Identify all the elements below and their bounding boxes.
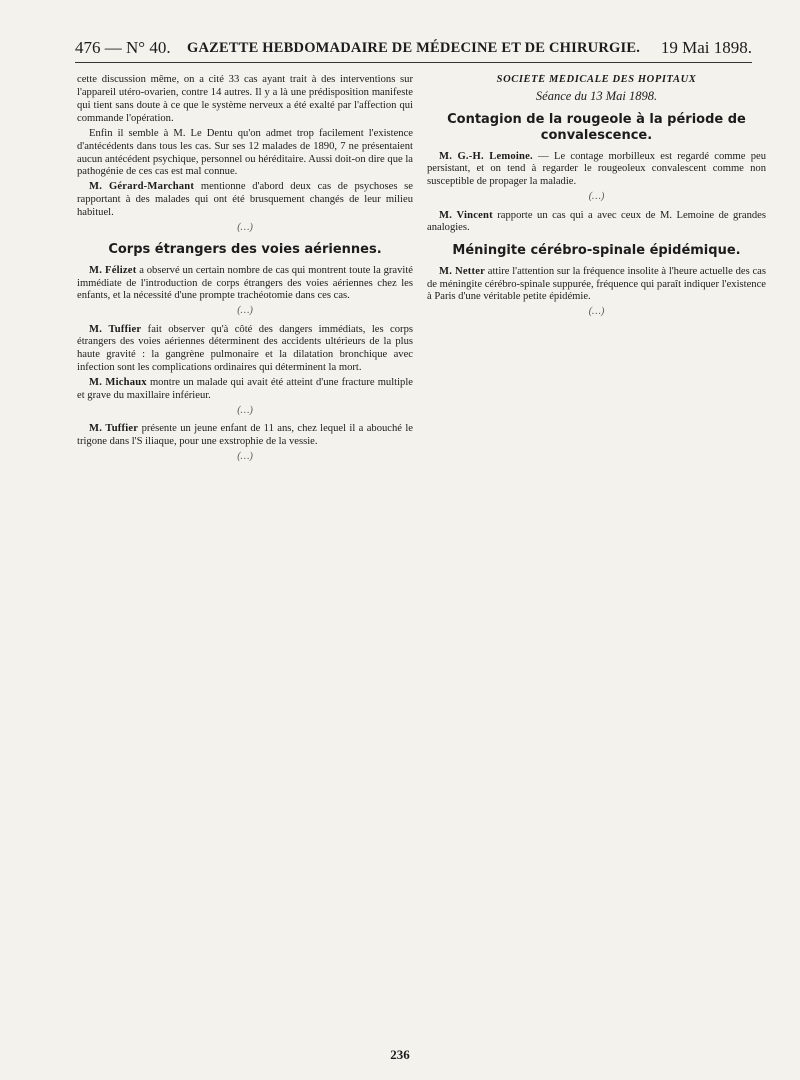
omitted-marker: (…) <box>588 191 605 203</box>
paragraph-text: mentionne d'abord deux cas de psychoses se rapportant à des malades qui ont été brusquement changés de leur milieu habituel. <box>77 181 413 219</box>
paragraph: Enfin il semble à M. Le Dentu qu'on admet trop facilement l'existence d'antécédents dans tous les cas. Sur ses 12 malades de 1890, 7 ne présentaient aucun antécédent psychique, personnel ou héréditaire. Aussi doit-on dire que la pathogénie de ces cas est mal connue. <box>77 127 413 178</box>
folio-number: 236 <box>390 1047 410 1062</box>
section-title: Méningite cérébro-spinale épidémique. <box>452 243 741 259</box>
omitted-marker: (…) <box>237 305 253 317</box>
journal-title: GAZETTE HEBDOMADAIRE DE MÉDECINE ET DE CHIRURGIE. <box>186 40 641 56</box>
speaker-name: M. Tuffier <box>89 423 139 435</box>
paragraph: cette discussion même, on a cité 33 cas ayant trait à des interventions sur l'appareil utéro-ovarien, contre 14 autres. Il y a là une prédisposition manifeste qui tient sans doute à ce que le système nerveux a été exalté par l'affection qui commande l'opération. <box>77 74 413 124</box>
paragraph-text: rapporte un cas qui a avec ceux de M. Lemoine de grandes analogies. <box>427 209 766 234</box>
paragraph <box>77 265 413 304</box>
paragraph-text: montre un malade qui avait été atteint d'une fracture multiple et grave du maxillaire inférieur. <box>77 377 413 402</box>
paragraph-text: présente un jeune enfant de 11 ans, chez lequel il a abouché le trigone dans l'S iliaque, pour une exstrophie de la vessie. <box>77 423 413 448</box>
society-heading: SOCIÉTÉ MÉDICALE DES HOPITAUX <box>496 74 697 85</box>
page-issue-number: 476 — N° 40. <box>75 38 171 57</box>
speaker-name: M. Vincent <box>439 209 493 221</box>
speaker-name: M. Michaux <box>89 377 147 389</box>
session-date: Séance du 13 Mai 1898. <box>535 88 658 103</box>
paragraph-text: fait observer qu'à côté des dangers immédiats, les corps étrangers des voies aériennes déterminent des accidents ultérieurs de la plus haute gravité : la gangrène pulmonaire et la dilatation bronchique avec infection sont les complications ordinaires qui déterminent la mort. <box>77 323 413 374</box>
issue-date: 19 Mai 1898. <box>660 38 752 57</box>
omitted-marker: (…) <box>588 306 605 318</box>
paragraph-text: — Le contage morbilleux est regardé comme peu persistant, et on tend à regarder le rougeoleux convalescent comme non susceptible de propager la maladie. <box>427 150 766 188</box>
paragraph <box>77 181 413 220</box>
paragraph <box>77 423 413 449</box>
paragraph-text: a observé un certain nombre de cas qui montrent toute la gravité immédiate de l'introduction de corps étrangers des voies aériennes chez les enfants, et la nécessité d'une prompte trachéotomie dans ces cas. <box>77 264 413 302</box>
speaker-name: M. G.-H. Lemoine. <box>439 150 533 162</box>
speaker-name: M. Gérard-Marchant <box>89 181 195 193</box>
paragraph <box>77 377 413 403</box>
omitted-marker: (…) <box>237 405 253 417</box>
omitted-marker: (…) <box>237 451 253 463</box>
speaker-name: M. Félizet <box>89 264 137 276</box>
section-title: Corps étrangers des voies aériennes. <box>108 242 382 258</box>
right-column <box>427 74 766 1029</box>
paragraph-text: attire l'attention sur la fréquence insolite à l'heure actuelle des cas de méningite cérébro-spinale suppurée, fréquence qui paraît indiquer l'existence à Paris d'une véritable petite épidémie. <box>427 265 766 303</box>
left-column <box>77 74 413 1029</box>
paragraph <box>427 266 766 305</box>
running-head <box>75 34 752 63</box>
paragraph <box>427 210 766 236</box>
omitted-marker: (…) <box>237 222 253 234</box>
section-title: Contagion de la rougeole à la période de convalescence. <box>447 112 746 144</box>
speaker-name: M. Tuffier <box>89 323 142 335</box>
paragraph <box>77 324 413 376</box>
speaker-name: M. Netter <box>439 265 485 277</box>
paragraph <box>427 151 766 190</box>
